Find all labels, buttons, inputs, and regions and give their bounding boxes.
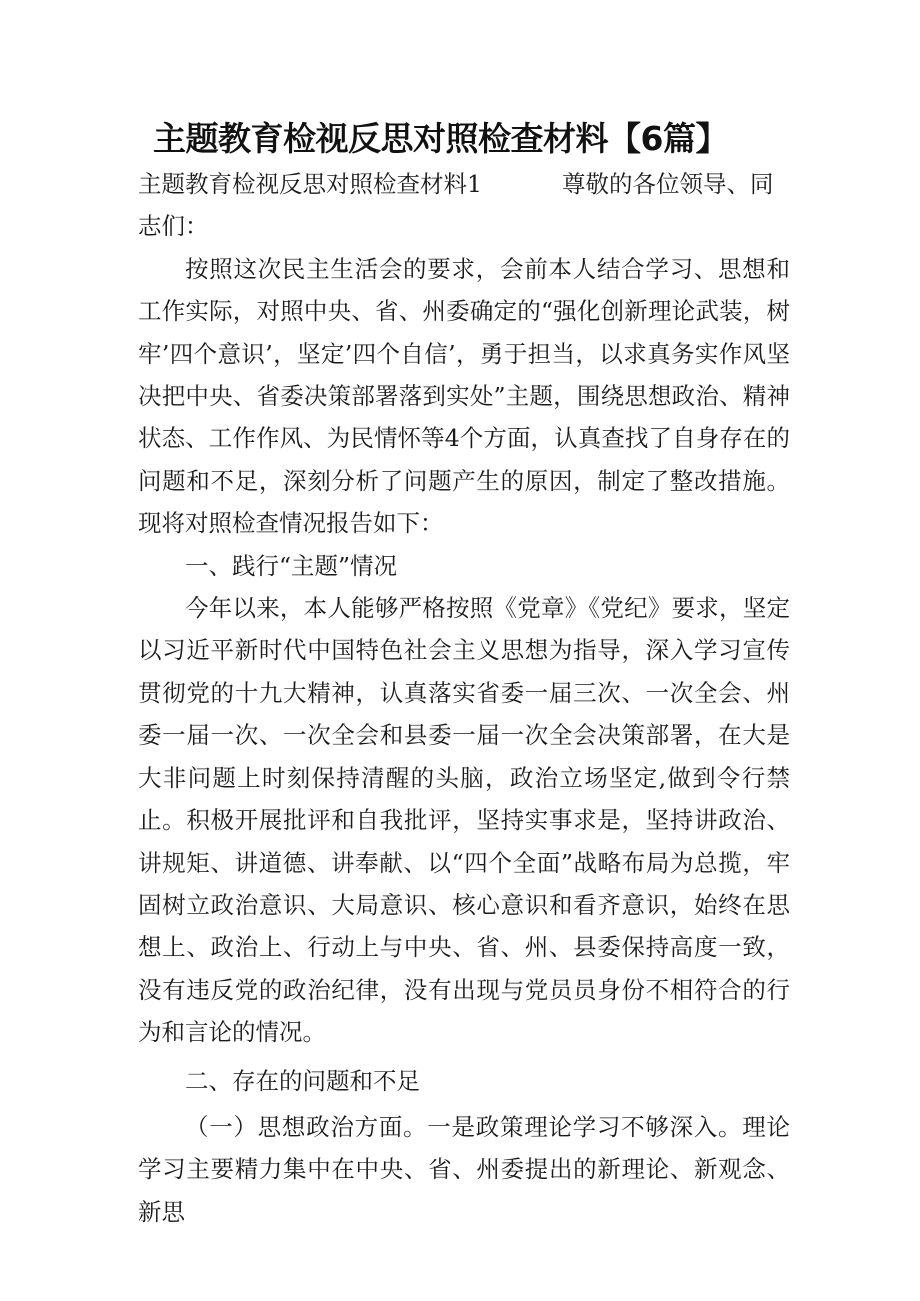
section-heading-2: 二、存在的问题和不足 <box>185 1066 420 1095</box>
document-title: 主题教育检视反思对照检查材料【6篇】 <box>153 119 728 158</box>
document-body <box>138 163 790 1233</box>
document-subtitle: 主题教育检视反思对照检查材料1 <box>138 170 482 198</box>
section-heading-1: 一、践行“主题”情况 <box>185 551 398 580</box>
paragraph-section-1: 今年以来，本人能够严格按照《党章》《党纪》要求，坚定以习近平新时代中国特色社会主义思想为指导，深入学习宣传贯彻党的十九大精神，认真落实省委一届三次、一次全会、州委一届一次、一次全会和县委一届一次全会决策部署，在大是大非问题上时刻保持清醒的头脑，政治立场坚定,做到令行禁止。积极开展批评和自我批评，坚持实事求是，坚持讲政治、讲规矩、讲道德、讲奉献、以“四个全面”战略布局为总揽，牢固树立政治意识、大局意识、核心意识和看齐意识，始终在思想上、政治上、行动上与中央、省、州、县委保持高度一致，没有违反党的政治纪律，没有出现与党员员身份不相符合的行为和言论的情况。 <box>138 594 790 1047</box>
salutation-start: 尊敬的各位领导、同 <box>561 170 774 198</box>
subtitle-line <box>138 163 790 205</box>
salutation-rest: 志们： <box>138 212 209 241</box>
paragraph-intro: 按照这次民主生活会的要求，会前本人结合学习、思想和工作实际，对照中央、省、州委确定的“强化创新理论武装，树牢’四个意识’，坚定’四个自信’，勇于担当，以求真务实作风坚决把中央、省委决策部署落到实处”主题，围绕思想政治、精神状态、工作作风、为民情怀等4个方面，认真查找了自身存在的问题和不足，深刻分析了问题产生的原因，制定了整改措施。现将对照检查情况报告如下： <box>138 254 790 538</box>
paragraph-section-2: （一）思想政治方面。一是政策理论学习不够深入。理论学习主要精力集中在中央、省、州委提出的新理论、新观念、新思 <box>138 1112 790 1226</box>
